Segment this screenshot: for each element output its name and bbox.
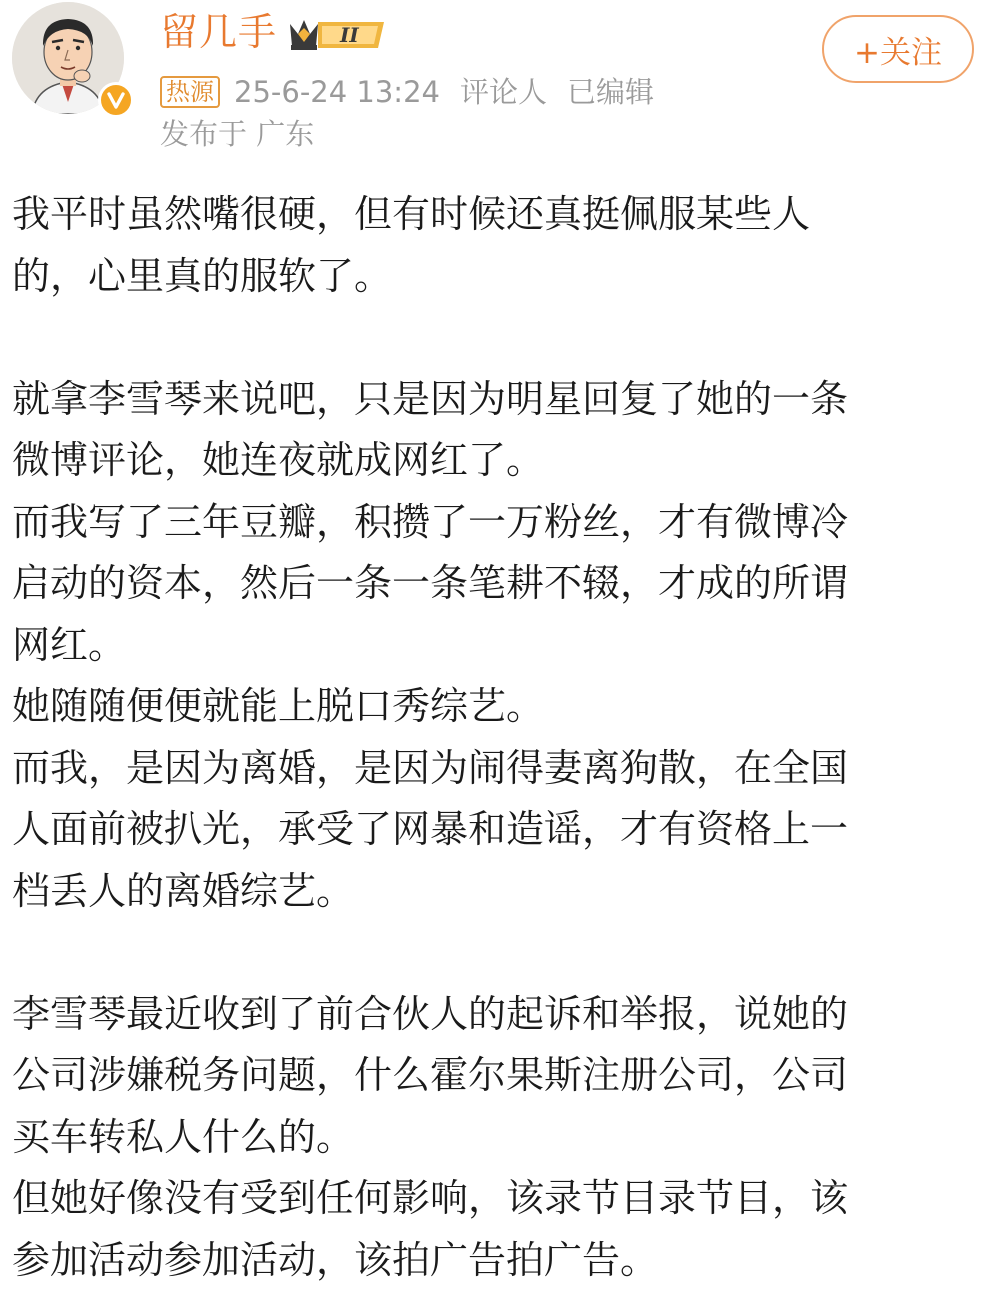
- paragraph-gap: [12, 922, 952, 984]
- content-line: 但她好像没有受到任何影响，该录节目录节目，该: [12, 1168, 952, 1230]
- verified-icon: [98, 82, 134, 118]
- content-line: 我平时虽然嘴很硬，但有时候还真挺佩服某些人: [12, 184, 952, 246]
- content-line: 参加活动参加活动，该拍广告拍广告。: [12, 1230, 952, 1291]
- content-line: 启动的资本，然后一条一条笔耕不辍，才成的所谓: [12, 553, 952, 615]
- content-line: 公司涉嫌税务问题，什么霍尔果斯注册公司，公司: [12, 1045, 952, 1107]
- post-meta: [160, 72, 674, 112]
- level-badge-label: II: [339, 23, 359, 47]
- edited-label[interactable]: 已编辑: [567, 74, 654, 110]
- content-line: 人面前被扒光，承受了网暴和造谣，才有资格上一: [12, 799, 952, 861]
- paragraph-gap: [12, 307, 952, 369]
- author-name[interactable]: 留几手: [160, 10, 277, 54]
- content-line: 就拿李雪琴来说吧，只是因为明星回复了她的一条: [12, 369, 952, 431]
- content-line: 的，心里真的服软了。: [12, 246, 952, 308]
- author-avatar[interactable]: [12, 2, 124, 114]
- crown-icon[interactable]: [288, 12, 390, 54]
- post-timestamp: 25-6-24 13:24: [234, 74, 440, 110]
- post-location: 发布于 广东: [160, 116, 314, 152]
- content-line: 微博评论，她连夜就成网红了。: [12, 430, 952, 492]
- content-line: 李雪琴最近收到了前合伙人的起诉和举报，说她的: [12, 984, 952, 1046]
- hot-source-tag[interactable]: 热源: [160, 76, 220, 108]
- content-line: 网红。: [12, 615, 952, 677]
- post-header: [0, 0, 998, 160]
- content-line: 而我，是因为离婚，是因为闹得妻离狗散，在全国: [12, 738, 952, 800]
- content-line: 买车转私人什么的。: [12, 1107, 952, 1169]
- follow-button[interactable]: +关注: [822, 15, 974, 83]
- content-line: 档丢人的离婚综艺。: [12, 861, 952, 923]
- content-line: 而我写了三年豆瓣，积攒了一万粉丝，才有微博冷: [12, 492, 952, 554]
- post-content: [12, 184, 952, 1291]
- content-line: 她随随便便就能上脱口秀综艺。: [12, 676, 952, 738]
- post-source: 评论人: [460, 74, 547, 110]
